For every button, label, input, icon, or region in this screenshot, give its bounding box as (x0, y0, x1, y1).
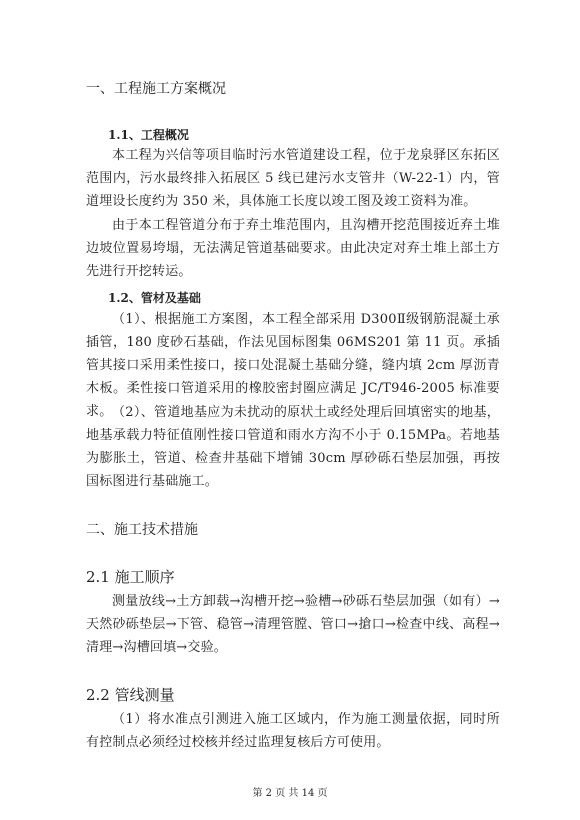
paragraph-1-1-a: 本工程为兴信等项目临时污水管道建设工程，位于龙泉驿区东拓区范围内，污水最终排入拓展区 5 线已建污水支管井（W-22-1）内，管道埋设长度约为 350 米，具体施工长度以竣工图及竣工资料为准。 (86, 148, 500, 209)
subsection-1-1-heading: 1.1、工程概况 (108, 128, 189, 142)
section-1-heading: 一、工程施工方案概况 (86, 81, 226, 97)
subsection-2-2-heading: 2.2 管线测量 (86, 686, 175, 704)
subsection-1-2-heading: 1.2、管材及基础 (108, 291, 201, 305)
subsection-2-1-heading: 2.1 施工顺序 (86, 568, 175, 586)
page-number-footer: 第 2 页 共 14 页 (252, 788, 328, 799)
section-2-heading: 二、施工技术措施 (86, 522, 198, 538)
paragraph-1-1-b: 由于本工程管道分布于弃土堆范围内，且沟槽开挖范围接近弃土堆边坡位置易垮塌，无法满足管道基础要求。由此决定对弃土堆上部土方先进行开挖转运。 (86, 218, 500, 279)
paragraph-2-2: （1）将水准点引测进入施工区域内，作为施工测量依据，同时所有控制点必须经过校核并经过监理复核后方可使用。 (86, 712, 500, 750)
paragraph-1-2-b: （2）、管道地基应为未扰动的原状土或经处理后回填密实的地基，地基承载力特征值刚性接口管道和雨水方沟不小于 0.15MPa。若地基为膨胀土，管道、检查井基础下增铺 30cm 厚砂砾石垫层加强，再按国标图进行基础施工。 (86, 405, 500, 489)
paragraph-2-1: 测量放线→土方卸载→沟槽开挖→验槽→砂砾石垫层加强（如有）→天然砂砾垫层→下管、稳管→清理管膛、管口→搶口→检查中线、高程→清理→沟槽回填→交验。 (86, 594, 500, 655)
paragraph-1-2-a: （1）、根据施工方案图，本工程全部采用 D300Ⅱ级钢筋混凝土承插管，180 度砂石基础，作法见国标图集 06MS201 第 11 页。承插管其接口采用柔性接口，接口处混凝土基础分缝，缝内填 2cm 厚沥青木板。柔性接口管道采用的橡胶密封圈应满足 JC/T946-2005 标准要求。 (86, 312, 500, 419)
